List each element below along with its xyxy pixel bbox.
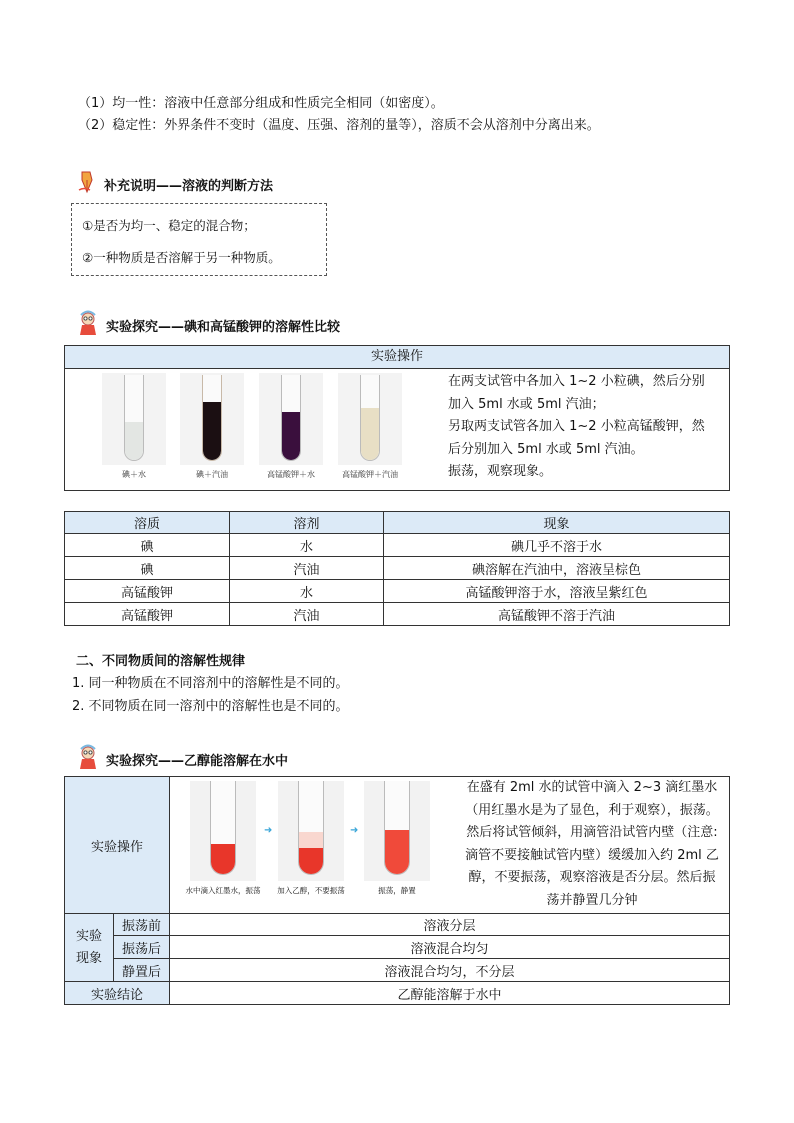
- section2-item-2: 2. 不同物质在同一溶剂中的溶解性也是不同的。: [72, 699, 349, 714]
- supplement-title: 补充说明——溶液的判断方法: [104, 178, 274, 194]
- section2-item-1: 1. 同一种物质在不同溶剂中的溶解性是不同的。: [72, 676, 349, 691]
- exp2-desc-line: 滴管不要接触试管内壁）缓缓加入约 2ml 乙: [465, 847, 719, 863]
- arrow-right-icon: ➜: [350, 825, 359, 836]
- conclusion-label: 实验结论: [65, 982, 170, 1005]
- table-cell: 碘: [65, 534, 230, 557]
- table-header: 现象: [384, 512, 730, 534]
- exp2-desc-line: 在盛有 2ml 水的试管中滴入 2~3 滴红墨水: [466, 780, 718, 795]
- photo-caption: 水中滴入红墨水，振荡: [185, 886, 261, 895]
- table-cell: 高锰酸钾: [65, 603, 230, 626]
- table-cell: 汽油: [230, 557, 384, 580]
- table-cell: 碘溶解在汽油中，溶液呈棕色: [384, 557, 730, 580]
- photo-caption: 高锰酸钾＋汽油: [342, 470, 398, 479]
- stage-result: 溶液分层: [170, 914, 730, 936]
- photo-caption: 振荡，静置: [378, 886, 416, 895]
- supplement-item-1: ①是否为均一、稳定的混合物；: [82, 218, 256, 233]
- photo-iodine-water: [102, 373, 166, 480]
- exp2-desc-line: 然后将试管倾斜，用滴管沿试管内壁（注意:: [466, 825, 718, 840]
- exp1-desc-line: 在两支试管中各加入 1~2 小粒碘，然后分别: [448, 374, 705, 389]
- exp2-header: [76, 744, 288, 774]
- phenomenon-label-line: 实验: [75, 928, 102, 944]
- exp1-title: 实验探究——碘和高锰酸钾的溶解性比较: [106, 319, 341, 335]
- exp1-desc-line: 后分别加入 5ml 水或 5ml 汽油。: [448, 441, 644, 457]
- photo-caption: 高锰酸钾＋水: [267, 470, 315, 479]
- exp1-header: [76, 310, 340, 340]
- scientist-icon: [76, 744, 100, 774]
- supplement-header: [76, 170, 273, 198]
- phenomenon-label-line: 现象: [75, 950, 102, 966]
- conclusion-text: 乙醇能溶解于水中: [170, 982, 730, 1005]
- intro-line-2: （2）稳定性：外界条件不变时（温度、压强、溶剂的量等），溶质不会从溶剂中分离出来。: [78, 118, 600, 133]
- table-row: [65, 914, 730, 936]
- photo-kmno4-gasoline: [338, 373, 402, 480]
- exp2-op-label: 实验操作: [65, 777, 170, 914]
- table-header: 溶剂: [230, 512, 384, 534]
- stage-label: 振荡后: [114, 936, 170, 959]
- photo-iodine-gasoline: [180, 373, 244, 480]
- exp2-phenomenon-label: [65, 914, 114, 982]
- table-row: [65, 603, 730, 626]
- table-cell: 水: [230, 534, 384, 557]
- solubility-table: [64, 511, 730, 626]
- exp1-desc-line: 振荡，观察现象。: [448, 464, 553, 479]
- stage-label: 静置后: [114, 959, 170, 982]
- exp2-title: 实验探究——乙醇能溶解在水中: [106, 753, 289, 769]
- table-cell: 碘: [65, 557, 230, 580]
- stage-result: 溶液混合均匀，不分层: [170, 959, 730, 982]
- photo-kmno4-water: [259, 373, 323, 480]
- table-row: [65, 936, 730, 959]
- table-row: [65, 959, 730, 982]
- photo-caption: 碘＋汽油: [196, 470, 228, 479]
- table-row: [65, 580, 730, 603]
- stage-result: 溶液混合均匀: [170, 936, 730, 959]
- photo-caption: 碘＋水: [122, 470, 146, 479]
- exp2-desc-line: 醇，不要振荡，观察溶液是否分层。然后振: [468, 870, 716, 885]
- intro-line-1: （1）均一性：溶液中任意部分组成和性质完全相同（如密度）。: [78, 96, 444, 111]
- table-cell: 汽油: [230, 603, 384, 626]
- pen-icon: [76, 170, 98, 198]
- exp1-desc-line: 加入 5ml 水或 5ml 汽油；: [448, 396, 605, 412]
- supplement-item-2: ②一种物质是否溶解于另一种物质。: [82, 250, 281, 265]
- exp2-op-cell: [170, 777, 730, 914]
- table-cell: 高锰酸钾: [65, 580, 230, 603]
- table-cell: 水: [230, 580, 384, 603]
- arrow-right-icon: ➜: [264, 825, 273, 836]
- photo-caption: 加入乙醇，不要振荡: [277, 886, 345, 895]
- exp1-desc-line: 另取两支试管各加入 1~2 小粒高锰酸钾，然: [448, 419, 705, 434]
- scientist-icon: [76, 310, 100, 340]
- exp2-description: [458, 777, 726, 912]
- table-header: 溶质: [65, 512, 230, 534]
- ethanol-table: [64, 776, 730, 1005]
- table-cell: 高锰酸钾溶于水，溶液呈紫红色: [384, 580, 730, 603]
- photo-ethanol-step1: [185, 781, 266, 896]
- exp2-desc-line: （用红墨水是为了显色，利于观察），振荡。: [465, 802, 719, 818]
- photo-ethanol-step3: [364, 781, 430, 896]
- exp1-op-header: 实验操作: [65, 346, 729, 369]
- table-row: [65, 557, 730, 580]
- table-row: [65, 982, 730, 1005]
- photo-ethanol-step2: [278, 781, 354, 896]
- exp2-desc-line: 荡并静置几分钟: [546, 892, 638, 908]
- table-cell: 高锰酸钾不溶于汽油: [384, 603, 730, 626]
- stage-label: 振荡前: [114, 914, 170, 936]
- section2-title: 二、不同物质间的溶解性规律: [76, 654, 246, 669]
- table-cell: 碘几乎不溶于水: [384, 534, 730, 557]
- supplement-box: [71, 203, 327, 276]
- table-row: [65, 534, 730, 557]
- exp1-description: [448, 371, 705, 484]
